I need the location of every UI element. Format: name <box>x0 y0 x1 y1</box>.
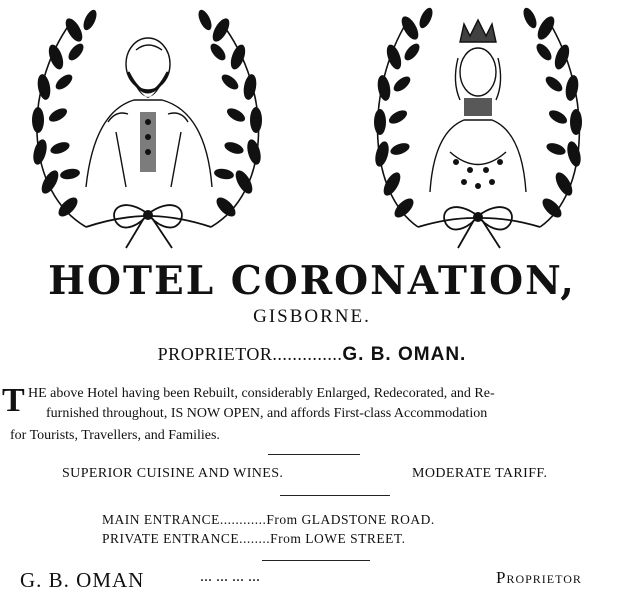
drop-cap: T <box>2 382 25 419</box>
announcement-line-3: for Tourists, Travellers, and Families. <box>10 428 220 443</box>
hotel-title: HOTEL CORONATION, <box>48 258 576 304</box>
footer-name: G. B. OMAN <box>20 568 145 592</box>
announcement-line-1: HE above Hotel having been Rebuilt, considerably Enlarged, Redecorated, and Re- <box>28 386 495 401</box>
king-portrait-wreath <box>16 2 280 252</box>
main-entrance: MAIN ENTRANCE............From GLADSTONE ROAD. <box>102 512 435 527</box>
proprietor-line <box>0 344 624 366</box>
proprietor-name: G. B. OMAN. <box>342 344 467 365</box>
private-entrance: PRIVATE ENTRANCE........From LOWE STREET. <box>102 531 406 546</box>
cuisine-text: SUPERIOR CUISINE AND WINES. <box>62 466 284 481</box>
divider-rule <box>262 560 370 561</box>
proprietor-label: PROPRIETOR.............. <box>157 344 343 364</box>
queen-portrait-wreath <box>360 2 596 252</box>
divider-rule <box>280 495 390 496</box>
divider-rule <box>268 454 360 455</box>
announcement-line-2: furnished throughout, IS NOW OPEN, and affords First-class Accommodation <box>46 406 488 421</box>
footer-dots: ... ... ... ... <box>200 568 260 585</box>
tariff-text: MODERATE TARIFF. <box>412 466 548 481</box>
hotel-location: GISBORNE. <box>253 306 371 327</box>
footer-title: Proprietor <box>496 568 582 587</box>
